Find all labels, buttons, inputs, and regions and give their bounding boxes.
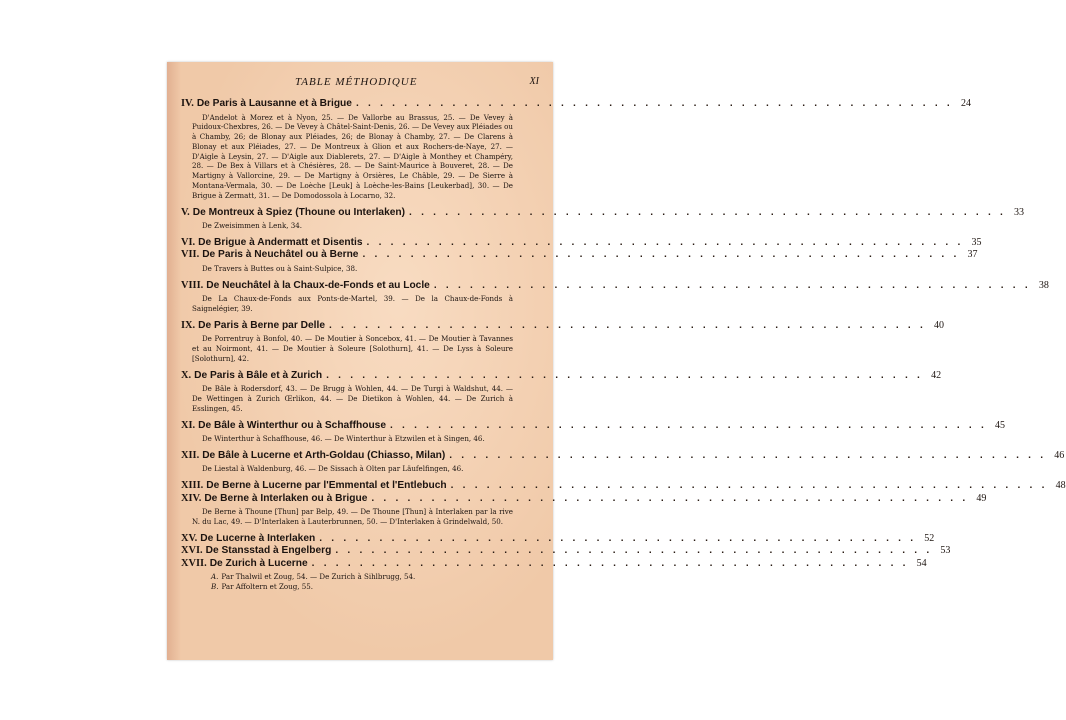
entry-number: X.	[181, 369, 192, 381]
dot-leader: . . . . . . . . . . . . . . . . . . . . . . . . . . . . . . . . . . . . . . . . . . . . . . . . . .	[355, 98, 953, 109]
toc-entry	[181, 236, 982, 250]
entry-subroutes: De Zweisimmen à Lenk, 34.	[202, 221, 303, 231]
entry-number: VI.	[181, 236, 196, 248]
entry-title: De Montreux à Spiez (Thoune ou Interlaken)	[192, 206, 406, 218]
entry-subroutes: De La Chaux-de-Fonds aux Ponts-de-Martel, 39. — De la Chaux-de-Fonds à Saignelégier, 39.	[192, 294, 513, 314]
dot-leader: . . . . . . . . . . . . . . . . . . . . . . . . . . . . . . . . . . . . . . . . . . . . . . . . . .	[319, 532, 917, 544]
entry-page: 24	[960, 98, 971, 109]
entry-number: XII.	[181, 449, 200, 461]
entry-page: 35	[971, 236, 982, 248]
entry-page: 42	[931, 369, 942, 381]
entry-title: De Paris à Bâle et à Zurich	[194, 369, 323, 381]
alternative-text: Par Thalwil et Zoug, 54. — De Zurich à Sihlbrugg, 54.	[221, 572, 416, 582]
entry-title: De Bâle à Lucerne et Arth-Goldau (Chiasso, Milan)	[202, 449, 446, 461]
dot-leader: . . . . . . . . . . . . . . . . . . . . . . . . . . . . . . . . . . . . . . . . . . . . . . . . . .	[371, 492, 969, 504]
entry-page: 38	[1038, 279, 1049, 291]
entry-title: De Paris à Berne par Delle	[198, 319, 325, 331]
entry-subroutes: De Liestal à Waldenburg, 46. — De Sissach à Olten par Läufelfingen, 46.	[202, 464, 464, 474]
entry-number: XIV.	[181, 492, 202, 504]
entry-page: 46	[1054, 449, 1065, 461]
alternative-letter: A.	[211, 572, 219, 582]
alternative-letter: B.	[211, 581, 219, 591]
entry-title: De Paris à Neuchâtel ou à Berne	[202, 249, 359, 261]
running-head-title: TABLE MÉTHODIQUE	[295, 76, 418, 88]
entry-number: XVI.	[181, 545, 203, 557]
entry-heading	[181, 557, 927, 571]
running-head	[167, 76, 553, 90]
dot-leader: . . . . . . . . . . . . . . . . . . . . . . . . . . . . . . . . . . . . . . . . . . . . . . . . . .	[450, 480, 1048, 492]
entry-subroutes: D'Andelot à Morez et à Nyon, 25. — De Vallorbe au Brassus, 25. — De Vevey à Puidoux-Chexbres, 26. — De Vevey à Châtel-Saint-Denis, 26. — De Vevey aux Pléiades ou à Chamby, 26; de Blonay aux Pléiades, 26; de Blonay à Chamby, 27. — De Clarens à Blonay et aux Pléiades, 27. — De Montreux à Glion et aux Rochers-de-Naye, 27. — D'Aigle à Leysin, 27. — D'Aigle aux Diablerets, 27. — D'Aigle à Monthey et Champéry, 28. — De Bex à Villars et à Chésières, 28. — De Saint-Maurice à Bouveret, 28. — De Martigny à Vallorcine, 29. — De Martigny à Orsières, Le Châble, 29. — De Sierre à Montana-Vermala, 30. — De Loèche [Leuk] à Loèche-les-Bains [Leukerbad], 30. — De Brigue à Zermatt, 31. — De Domodossola à Locarno, 32.	[192, 112, 513, 200]
entry-number: XV.	[181, 532, 198, 544]
running-head-page-number: XI	[529, 76, 539, 87]
entry-page: 48	[1055, 480, 1066, 492]
entry-heading	[181, 279, 1049, 293]
entry-subroutes: De Bâle à Rodersdorf, 43. — De Brugg à Wohlen, 44. — De Turgi à Waldshut, 44. — De Wettingen à Zurich Œrlikon, 44. — De Dietikon à Wohlen, 44. — De Zurich à Esslingen, 45.	[192, 384, 513, 413]
toc-entry	[181, 492, 987, 527]
dot-leader: . . . . . . . . . . . . . . . . . . . . . . . . . . . . . . . . . . . . . . . . . . . . . . . . . .	[366, 236, 964, 248]
dot-leader: . . . . . . . . . . . . . . . . . . . . . . . . . . . . . . . . . . . . . . . . . . . . . . . . . .	[311, 557, 909, 569]
entry-page: 49	[976, 492, 987, 504]
entry-heading	[181, 449, 1065, 463]
entry-title: De Zurich à Lucerne	[209, 557, 308, 569]
entry-title: De Berne à Interlaken ou à Brigue	[204, 492, 368, 504]
entry-number: V.	[181, 206, 190, 218]
entry-heading	[181, 369, 942, 383]
entry-page: 40	[934, 319, 945, 331]
dot-leader: . . . . . . . . . . . . . . . . . . . . . . . . . . . . . . . . . . . . . . . . . . . . . . . . . .	[329, 319, 927, 331]
dot-leader: . . . . . . . . . . . . . . . . . . . . . . . . . . . . . . . . . . . . . . . . . . . . . . . . . .	[326, 369, 924, 381]
entry-number: XVII.	[181, 557, 207, 569]
toc-entry	[181, 480, 1066, 493]
toc-entry	[181, 279, 1049, 314]
entry-heading	[181, 98, 971, 111]
entry-number: IV.	[181, 98, 194, 109]
toc-entry	[181, 419, 1006, 444]
entry-page: 45	[995, 419, 1006, 431]
dot-leader: . . . . . . . . . . . . . . . . . . . . . . . . . . . . . . . . . . . . . . . . . . . . . . . . . .	[409, 206, 1007, 218]
entry-page: 54	[916, 557, 927, 569]
toc-entry	[181, 369, 942, 414]
entry-number: XIII.	[181, 480, 204, 492]
alternative-route	[211, 572, 543, 582]
entry-heading	[181, 206, 1025, 220]
entry-subroutes: De Porrentruy à Bonfol, 40. — De Moutier à Soncebox, 41. — De Moutier à Tavannes et au Noirmont, 41. — De Moutier à Soleure [Solothurn], 41. — De Lyss à Soleure [Solothurn], 42.	[192, 334, 513, 363]
entry-page: 53	[940, 545, 951, 557]
toc-entry	[181, 557, 927, 592]
entry-page: 33	[1014, 206, 1025, 218]
entry-title: De Stansstad à Engelberg	[205, 545, 332, 557]
entry-heading	[181, 480, 1066, 493]
toc-entry	[181, 98, 971, 201]
dot-leader: . . . . . . . . . . . . . . . . . . . . . . . . . . . . . . . . . . . . . . . . . . . . . . . . . .	[449, 449, 1047, 461]
entry-heading	[181, 249, 978, 262]
entry-subroutes: De Berne à Thoune [Thun] par Belp, 49. — De Thoune [Thun] à Interlaken par la rive N. du Lac, 49. — D'Interlaken à Lauterbrunnen, 50. — D'Interlaken à Grindelwald, 50.	[192, 507, 513, 527]
entry-subroutes: De Travers à Buttes ou à Saint-Sulpice, 38.	[202, 263, 358, 273]
entry-heading	[181, 492, 987, 506]
toc-entry	[181, 545, 951, 558]
entry-title: De Paris à Lausanne et à Brigue	[196, 98, 352, 109]
entry-heading	[181, 236, 982, 250]
dot-leader: . . . . . . . . . . . . . . . . . . . . . . . . . . . . . . . . . . . . . . . . . . . . . . . . . .	[362, 249, 960, 261]
entry-heading	[181, 545, 951, 558]
entry-title: De Bâle à Winterthur ou à Schaffhouse	[198, 419, 386, 431]
entry-number: VIII.	[181, 279, 204, 291]
table-of-contents	[181, 98, 1066, 592]
alternative-text: Par Affoltern et Zoug, 55.	[221, 581, 314, 591]
entry-heading	[181, 532, 935, 546]
alternative-route	[211, 582, 543, 592]
entry-page: 37	[967, 249, 978, 261]
dot-leader: . . . . . . . . . . . . . . . . . . . . . . . . . . . . . . . . . . . . . . . . . . . . . . . . . .	[433, 279, 1031, 291]
entry-title: De Brigue à Andermatt et Disentis	[198, 236, 363, 248]
entry-page: 52	[924, 532, 935, 544]
toc-entry	[181, 449, 1065, 474]
entry-heading	[181, 319, 945, 333]
entry-heading	[181, 419, 1006, 433]
entry-title: De Lucerne à Interlaken	[200, 532, 316, 544]
toc-entry	[181, 532, 935, 546]
entry-number: XI.	[181, 419, 196, 431]
entry-subroutes: De Winterthur à Schaffhouse, 46. — De Winterthur à Etzwilen et à Singen, 46.	[202, 434, 485, 444]
toc-entry	[181, 249, 978, 273]
entry-number: IX.	[181, 319, 196, 331]
toc-entry	[181, 319, 945, 364]
toc-entry	[181, 206, 1025, 231]
entry-title: De Neuchâtel à la Chaux-de-Fonds et au Locle	[206, 279, 430, 291]
book-page	[167, 62, 1066, 660]
entry-number: VII.	[181, 249, 200, 261]
entry-title: De Berne à Lucerne par l'Emmental et l'Entlebuch	[206, 480, 447, 492]
dot-leader: . . . . . . . . . . . . . . . . . . . . . . . . . . . . . . . . . . . . . . . . . . . . . . . . . .	[335, 545, 933, 557]
dot-leader: . . . . . . . . . . . . . . . . . . . . . . . . . . . . . . . . . . . . . . . . . . . . . . . . . .	[390, 419, 988, 431]
alternative-routes	[181, 572, 543, 591]
